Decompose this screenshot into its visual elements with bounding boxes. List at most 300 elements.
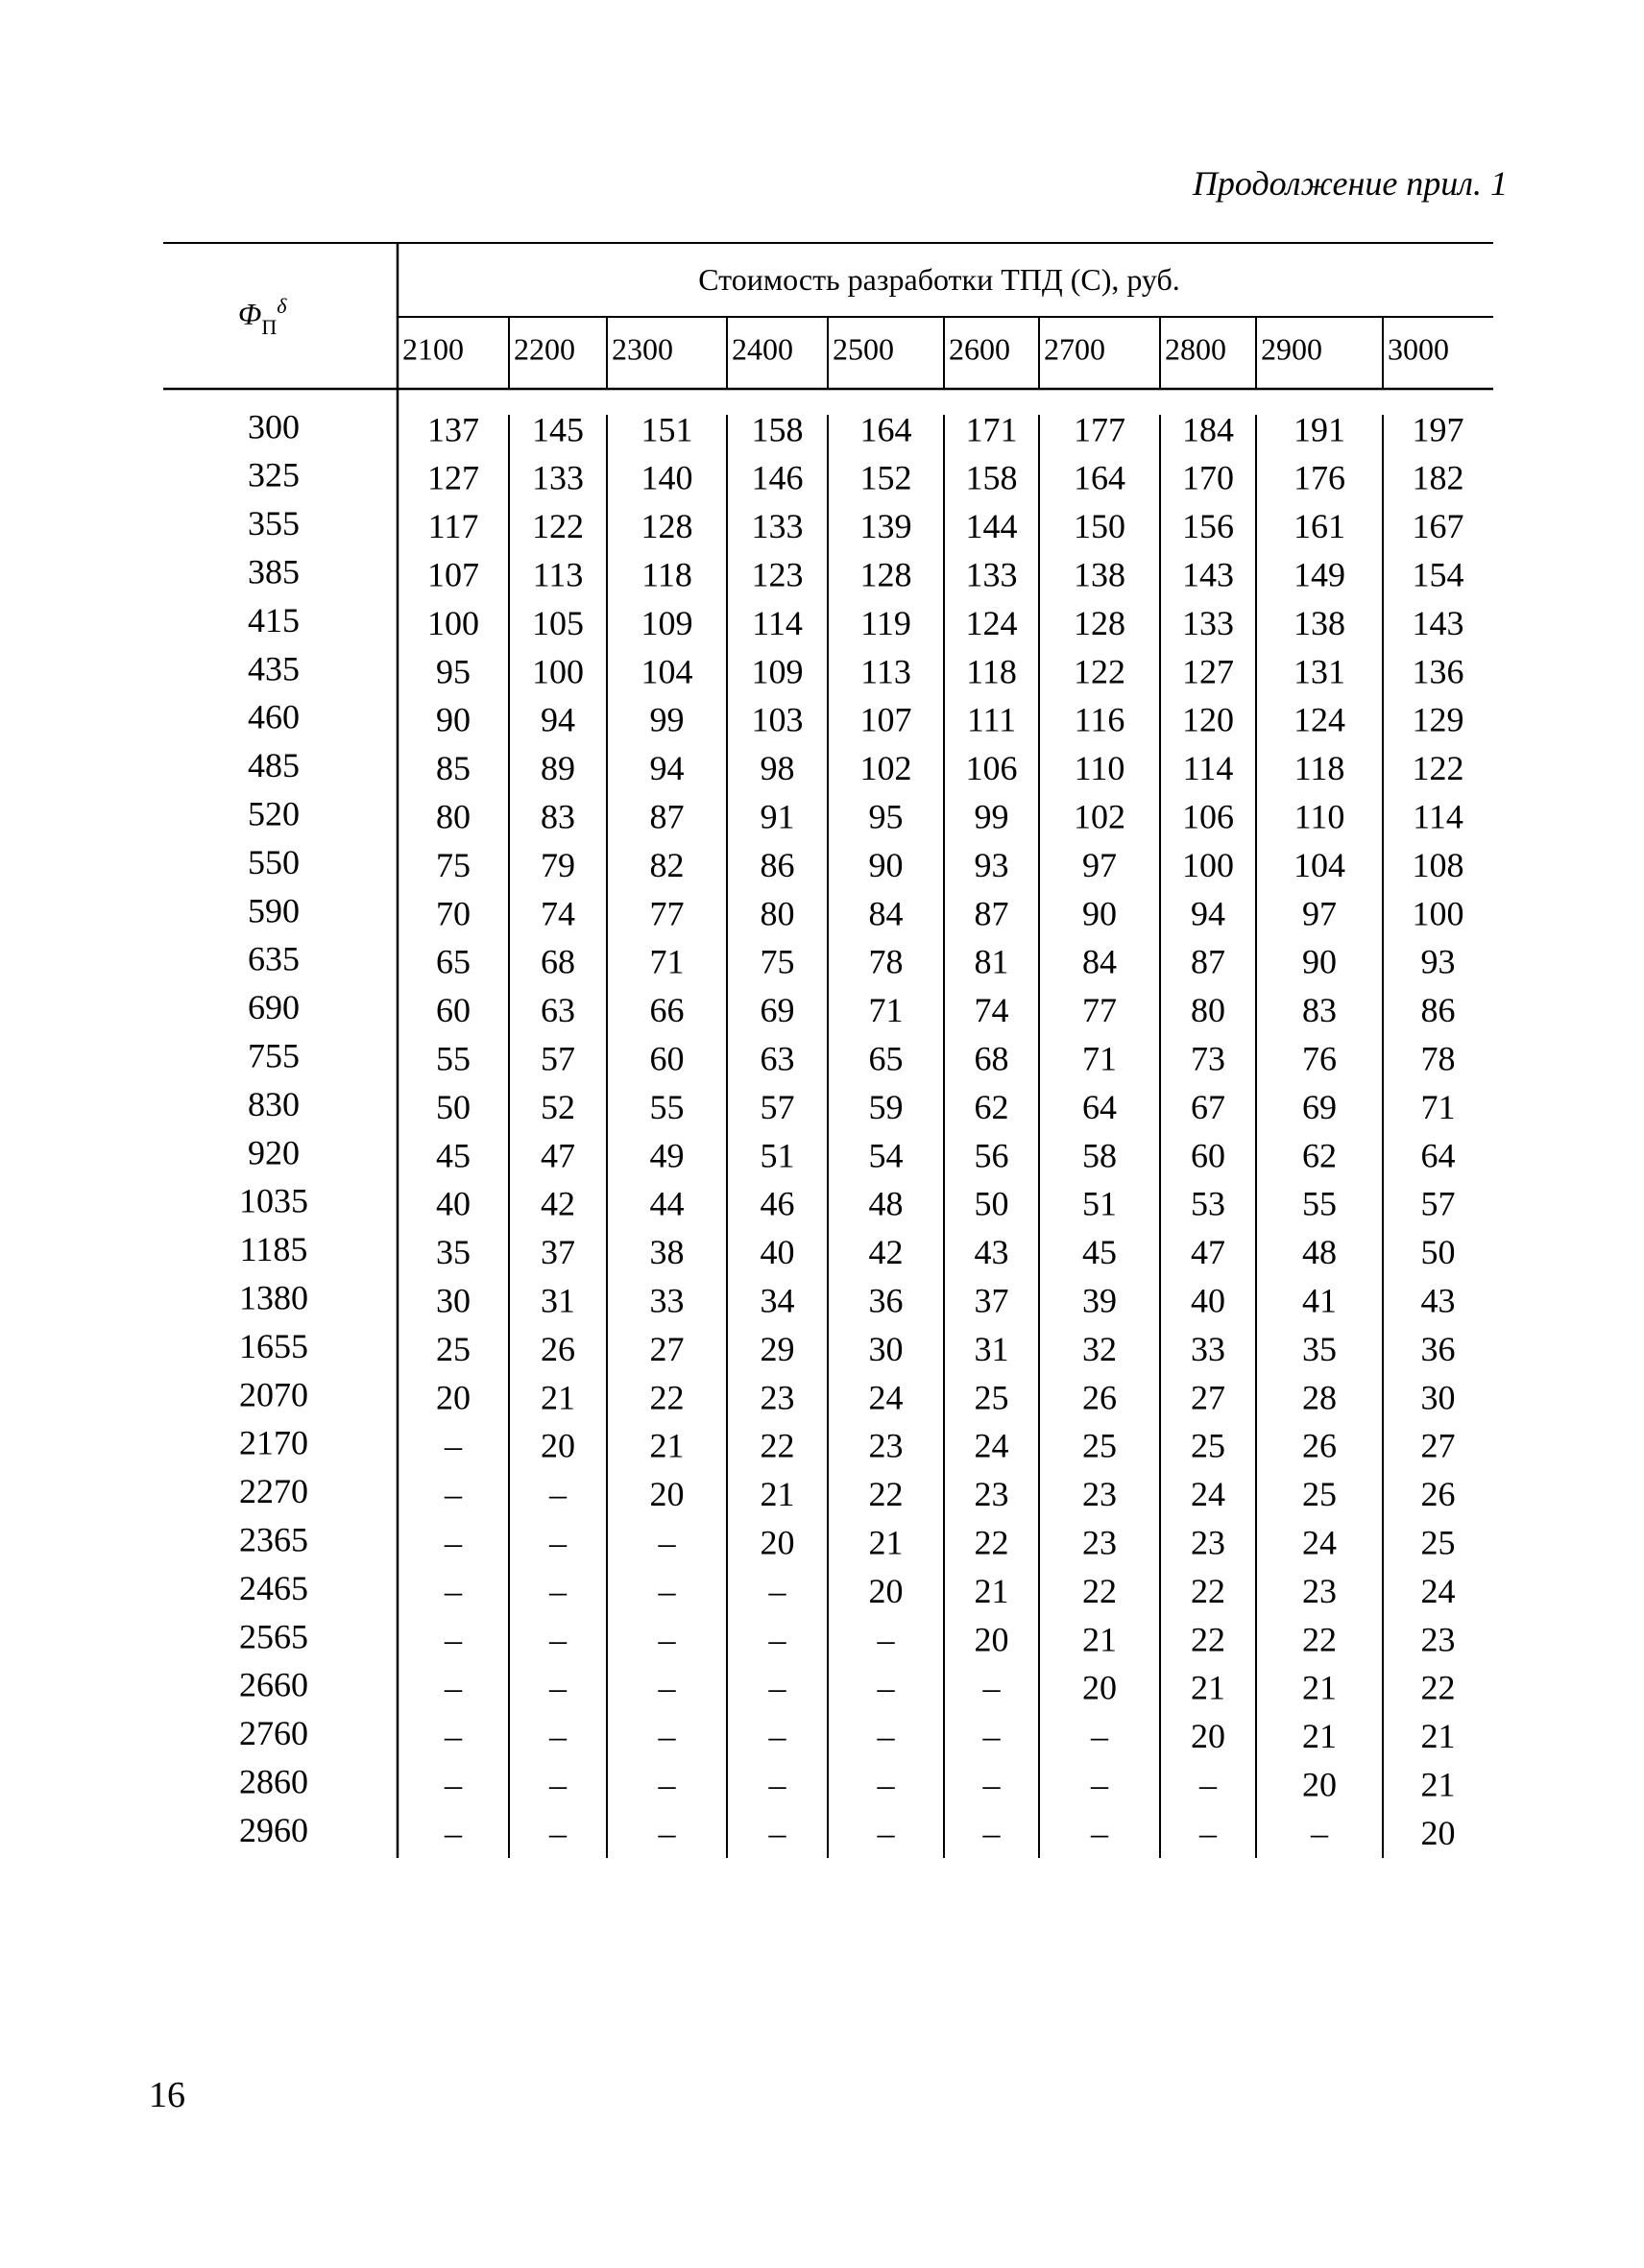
table-cell: 114 — [752, 603, 803, 642]
table-cell: 100 — [1412, 894, 1464, 933]
phi-value: 2760 — [239, 1714, 308, 1753]
table-cell: 60 — [649, 1039, 685, 1078]
column-header-cost: 2300 — [612, 331, 673, 367]
phi-value: 385 — [248, 552, 300, 591]
table-cell: 22 — [1191, 1571, 1225, 1610]
phi-value: 1185 — [239, 1230, 308, 1269]
column-header-cost: 2700 — [1044, 331, 1105, 367]
table-cell: – — [982, 1813, 1001, 1852]
table-cell: – — [877, 1765, 895, 1804]
table-cell: – — [549, 1620, 567, 1659]
table-cell: 20 — [1420, 1813, 1456, 1852]
table-cell: – — [1091, 1717, 1108, 1756]
table-cell: 128 — [641, 507, 693, 546]
table-cell: 65 — [868, 1039, 904, 1078]
table-cell: 32 — [1082, 1329, 1117, 1368]
table-cell: 24 — [974, 1426, 1009, 1465]
table-cell: 70 — [436, 894, 471, 933]
table-cell: – — [658, 1813, 676, 1852]
table-cell: 33 — [649, 1281, 685, 1320]
table-cell: 107 — [859, 700, 912, 739]
table-cell: 37 — [541, 1233, 575, 1272]
table-cell: 58 — [1082, 1136, 1117, 1175]
table-cell: – — [445, 1717, 462, 1756]
table-cell: – — [768, 1765, 786, 1804]
table-cell: 103 — [751, 700, 804, 739]
table-cell: 46 — [760, 1184, 795, 1223]
table-cell: 191 — [1293, 410, 1345, 449]
table-cell: 95 — [436, 652, 471, 691]
table-cell: 55 — [649, 1087, 685, 1126]
table-cell: 158 — [751, 410, 804, 449]
table-cell: 110 — [1074, 749, 1125, 788]
table-cell: 71 — [649, 942, 685, 981]
column-header-cost: 2900 — [1261, 331, 1322, 367]
table-cell: 139 — [859, 507, 912, 546]
table-cell: 55 — [436, 1039, 471, 1078]
table-cell: 184 — [1182, 410, 1234, 449]
table-cell: 42 — [868, 1233, 904, 1272]
table-cell: 28 — [1302, 1378, 1337, 1417]
table-cell: 109 — [641, 603, 693, 642]
table-cell: – — [982, 1717, 1001, 1756]
column-headers — [402, 331, 1449, 366]
table-cell: 60 — [436, 991, 471, 1030]
table-cell: 122 — [1074, 652, 1125, 691]
table-cell: 20 — [1191, 1717, 1225, 1756]
table-cell: 78 — [868, 942, 904, 981]
table-cell: 80 — [760, 894, 795, 933]
table-cell: 22 — [649, 1378, 685, 1417]
table-cell: 64 — [1082, 1087, 1117, 1126]
table-cell: 97 — [1302, 894, 1337, 933]
table-cell: 38 — [649, 1233, 685, 1272]
table-cell: 50 — [974, 1184, 1009, 1223]
table-cell: – — [1091, 1813, 1108, 1852]
table-cell: 122 — [1412, 749, 1464, 788]
table-cell: 106 — [965, 749, 1018, 788]
table-cell: 100 — [1182, 845, 1234, 884]
table-cell: 154 — [1412, 555, 1464, 594]
table-cell: 109 — [751, 652, 804, 691]
table-cell: – — [549, 1475, 567, 1514]
table-cell: 59 — [868, 1087, 904, 1126]
table-cell: – — [982, 1668, 1001, 1707]
phi-value: 485 — [248, 746, 300, 785]
table-cell: – — [658, 1523, 676, 1562]
table-cell: 21 — [974, 1571, 1009, 1610]
table-cell: 21 — [1302, 1717, 1337, 1756]
column-header-cost: 2600 — [949, 331, 1010, 367]
table-cell: 23 — [1302, 1571, 1337, 1610]
table-cell: 133 — [532, 458, 584, 497]
table-cell: 51 — [1082, 1184, 1117, 1223]
table-cell: 47 — [1191, 1233, 1225, 1272]
table-cell: 107 — [427, 555, 479, 594]
table-cell: 63 — [760, 1039, 795, 1078]
table-cell: 87 — [974, 894, 1009, 933]
table-cell: 104 — [641, 652, 693, 691]
phi-value: 690 — [248, 988, 300, 1027]
table-cell: 170 — [1182, 458, 1234, 497]
table-cell: 50 — [1420, 1233, 1456, 1272]
table-cell: 128 — [859, 555, 912, 594]
phi-value: 2270 — [239, 1472, 308, 1511]
table-cell: 102 — [859, 749, 912, 788]
table-cell: 29 — [760, 1329, 795, 1368]
table-cell: 22 — [1082, 1571, 1117, 1610]
phi-value: 2960 — [239, 1810, 308, 1849]
table-cell: 25 — [1082, 1426, 1117, 1465]
table-cell: 113 — [532, 555, 584, 594]
table-cell: 158 — [965, 458, 1018, 497]
table-cell: 177 — [1074, 410, 1125, 449]
table-cell: 22 — [1302, 1620, 1337, 1659]
table-cell: 133 — [965, 555, 1018, 594]
table-cell: 78 — [1420, 1039, 1456, 1078]
table-cell: 31 — [541, 1281, 575, 1320]
table-cell: 140 — [641, 458, 693, 497]
table-cell: 54 — [868, 1136, 904, 1175]
phi-value: 1380 — [239, 1278, 308, 1317]
table-cell: 35 — [436, 1233, 471, 1272]
table-cell: 69 — [1302, 1087, 1337, 1126]
table-cell: – — [1199, 1765, 1217, 1804]
table-cell: 108 — [1412, 845, 1464, 884]
table-cell: 143 — [1412, 603, 1464, 642]
stub-subscript: П — [261, 315, 278, 339]
table-cell: 20 — [541, 1426, 575, 1465]
table-cell: 138 — [1074, 555, 1125, 594]
table-cell: 20 — [436, 1378, 471, 1417]
table-cell: 45 — [1082, 1233, 1117, 1272]
column-header-cost: 2500 — [833, 331, 894, 367]
table-cell: 44 — [649, 1184, 685, 1223]
table-cell: 99 — [974, 797, 1009, 836]
column-header-cost: 2800 — [1165, 331, 1226, 367]
table-cell: 47 — [541, 1136, 575, 1175]
phi-column — [239, 407, 308, 1849]
phi-value: 2170 — [239, 1423, 308, 1462]
table-cell: 118 — [641, 555, 692, 594]
table-cell: 22 — [1191, 1620, 1225, 1659]
table-cell: 73 — [1191, 1039, 1225, 1078]
table-cell: 136 — [1412, 652, 1464, 691]
table-cell: 25 — [974, 1378, 1009, 1417]
table-cell: 51 — [760, 1136, 795, 1175]
table-cell: 24 — [1191, 1475, 1225, 1514]
table-cell: 40 — [436, 1184, 471, 1223]
table-cell: – — [549, 1765, 567, 1804]
table-cell: 24 — [868, 1378, 904, 1417]
table-cell: 133 — [1182, 603, 1234, 642]
continuation-header: Продолжение прил. 1 — [1192, 164, 1508, 203]
table-cell: 176 — [1293, 458, 1345, 497]
table-cell: 27 — [649, 1329, 685, 1368]
table-cell: 150 — [1074, 507, 1125, 546]
table-cell: 23 — [1082, 1475, 1117, 1514]
table-cell: – — [658, 1717, 676, 1756]
table-cell: 20 — [760, 1523, 795, 1562]
table-cell: 138 — [1293, 603, 1345, 642]
table-cell: – — [445, 1571, 462, 1610]
table-cell: 146 — [751, 458, 804, 497]
table-cell: – — [658, 1620, 676, 1659]
table-cell: 25 — [1302, 1475, 1337, 1514]
table-cell: 74 — [541, 894, 575, 933]
table-cell: 26 — [1082, 1378, 1117, 1417]
table-cell: 21 — [868, 1523, 904, 1562]
table-cell: 20 — [1302, 1765, 1337, 1804]
table-cell: 26 — [541, 1329, 575, 1368]
table-cell: 34 — [760, 1281, 795, 1320]
table-cell: 131 — [1293, 652, 1345, 691]
table-cell: 128 — [1074, 603, 1125, 642]
table-cell: 23 — [760, 1378, 795, 1417]
table-cell: 91 — [760, 797, 795, 836]
page-number: 16 — [149, 2075, 185, 2115]
table-cell: 68 — [974, 1039, 1009, 1078]
table-cell: 43 — [974, 1233, 1009, 1272]
table-cell: 123 — [751, 555, 804, 594]
phi-value: 1655 — [239, 1326, 308, 1365]
table-cell: 21 — [541, 1378, 575, 1417]
table-cell: 22 — [974, 1523, 1009, 1562]
table-cell: 119 — [860, 603, 911, 642]
table-cell: – — [1091, 1765, 1108, 1804]
table-cell: 114 — [1413, 797, 1463, 836]
table-cell: 20 — [868, 1571, 904, 1610]
table-cell: – — [768, 1668, 786, 1707]
phi-value: 300 — [248, 407, 300, 446]
table-cell: – — [768, 1571, 786, 1610]
phi-value: 1035 — [239, 1181, 308, 1220]
table-cell: 36 — [1420, 1329, 1456, 1368]
table-cell: 21 — [1082, 1620, 1117, 1659]
table-cell: 53 — [1191, 1184, 1225, 1223]
table-cell: 20 — [649, 1475, 685, 1514]
phi-value: 830 — [248, 1084, 300, 1123]
column-header-cost: 3000 — [1388, 331, 1449, 367]
table-cell: 81 — [974, 942, 1009, 981]
table-cell: 27 — [1191, 1378, 1225, 1417]
table-cell: 20 — [974, 1620, 1009, 1659]
table-cell: 87 — [649, 797, 685, 836]
table-cell: 60 — [1191, 1136, 1225, 1175]
table-cell: – — [549, 1571, 567, 1610]
table-cell: 84 — [1082, 942, 1117, 981]
table-cell: – — [658, 1571, 676, 1610]
phi-value: 520 — [248, 794, 300, 833]
table-cell: 62 — [1302, 1136, 1337, 1175]
table-cell: 25 — [436, 1329, 471, 1368]
table-cell: 100 — [532, 652, 584, 691]
table-cell: 113 — [860, 652, 911, 691]
phi-value: 550 — [248, 842, 300, 881]
table-cell: 31 — [974, 1329, 1009, 1368]
table-cell: 21 — [760, 1475, 795, 1514]
phi-value: 415 — [248, 600, 300, 639]
table-cell: 118 — [966, 652, 1017, 691]
table-cell: 102 — [1074, 797, 1125, 836]
table-cell: 36 — [868, 1281, 904, 1320]
table-cell: 149 — [1293, 555, 1345, 594]
table-cell: 77 — [1082, 991, 1117, 1030]
table-cell: 90 — [868, 845, 904, 884]
table-cell: 24 — [1420, 1571, 1456, 1610]
table-cell: 43 — [1420, 1281, 1456, 1320]
table-cell: 93 — [974, 845, 1009, 884]
table-cell: 80 — [436, 797, 471, 836]
table-cell: 98 — [760, 749, 795, 788]
phi-value: 435 — [248, 649, 300, 688]
phi-value: 590 — [248, 891, 300, 930]
table-cell: 21 — [1191, 1668, 1225, 1707]
table-cell: 127 — [1182, 652, 1234, 691]
stub-symbol: Φ — [238, 297, 262, 331]
table-cell: 23 — [974, 1475, 1009, 1514]
table-cell: 106 — [1182, 797, 1234, 836]
table-cell: – — [549, 1668, 567, 1707]
table-cell: 23 — [868, 1426, 904, 1465]
column-header-cost: 2200 — [514, 331, 575, 367]
table-cell: 56 — [974, 1136, 1009, 1175]
table-cell: – — [877, 1717, 895, 1756]
table-cell: 161 — [1293, 507, 1345, 546]
table-cell: 74 — [974, 991, 1009, 1030]
table-cell: 35 — [1302, 1329, 1337, 1368]
table-cell: – — [445, 1475, 462, 1514]
table-cell: 145 — [532, 410, 584, 449]
stub-header — [238, 294, 287, 339]
table-cell: – — [768, 1620, 786, 1659]
table-cell: 23 — [1420, 1620, 1456, 1659]
table-cell: 57 — [760, 1087, 795, 1126]
column-header-cost: 2100 — [402, 331, 464, 367]
table-cell: 182 — [1412, 458, 1464, 497]
table-cell: 57 — [541, 1039, 575, 1078]
table-cell: – — [549, 1813, 567, 1852]
table-cell: – — [768, 1717, 786, 1756]
table-cell: 75 — [436, 845, 471, 884]
table-cell: 42 — [541, 1184, 575, 1223]
table-cell: – — [1311, 1813, 1328, 1852]
table-cell: 86 — [760, 845, 795, 884]
table-cell: 114 — [1182, 749, 1234, 788]
table-cell: 22 — [868, 1475, 904, 1514]
table-cell: 94 — [1191, 894, 1225, 933]
table-cell: 26 — [1302, 1426, 1337, 1465]
phi-value: 2070 — [239, 1375, 308, 1414]
table-cell: 64 — [1420, 1136, 1456, 1175]
table-cell: 22 — [760, 1426, 795, 1465]
table-cell: 21 — [1302, 1668, 1337, 1707]
table-cell: 40 — [760, 1233, 795, 1272]
table-cell: 40 — [1191, 1281, 1225, 1320]
table-cell: 52 — [541, 1087, 575, 1126]
table-cell: 129 — [1412, 700, 1464, 739]
table-cell: 90 — [436, 700, 471, 739]
table-cell: – — [658, 1668, 676, 1707]
table-cell: 137 — [427, 410, 479, 449]
table-cell: 97 — [1082, 845, 1117, 884]
table-cell: 151 — [641, 410, 693, 449]
table-cell: 105 — [532, 603, 584, 642]
table-cell: 93 — [1420, 942, 1456, 981]
table-cell: – — [549, 1523, 567, 1562]
table-cell: 84 — [868, 894, 904, 933]
table-cell: 66 — [649, 991, 685, 1030]
table-cell: 65 — [436, 942, 471, 981]
table-cell: 124 — [965, 603, 1018, 642]
table-cell: 62 — [974, 1087, 1009, 1126]
table-cell: 87 — [1191, 942, 1225, 981]
table-cell: 49 — [649, 1136, 685, 1175]
table-cell: 99 — [649, 700, 685, 739]
table-cell: – — [768, 1813, 786, 1852]
phi-value: 2365 — [239, 1520, 308, 1559]
table-cell: – — [445, 1668, 462, 1707]
table-cell: – — [658, 1765, 676, 1804]
table-cell: 37 — [974, 1281, 1009, 1320]
table-cell: 89 — [541, 749, 575, 788]
table-cell: 152 — [859, 458, 912, 497]
table-cell: 41 — [1302, 1281, 1337, 1320]
table-cell: 69 — [760, 991, 795, 1030]
table-cell: 26 — [1420, 1475, 1456, 1514]
table-cell: 76 — [1302, 1039, 1337, 1078]
table-cell: 22 — [1420, 1668, 1456, 1707]
table-cell: 21 — [1420, 1717, 1456, 1756]
table-cell: 124 — [1293, 700, 1345, 739]
table-cell: 80 — [1191, 991, 1225, 1030]
table-cell: 24 — [1302, 1523, 1337, 1562]
table-cell: 71 — [1420, 1087, 1456, 1126]
table-cell: – — [445, 1765, 462, 1804]
phi-value: 920 — [248, 1133, 300, 1172]
phi-value: 2465 — [239, 1568, 308, 1607]
table-cell: 117 — [427, 507, 479, 546]
table-cell: – — [982, 1765, 1001, 1804]
table-cell: 94 — [541, 700, 575, 739]
table-cell: 120 — [1182, 700, 1234, 739]
table-cell: 167 — [1412, 507, 1464, 546]
table-cell: 33 — [1191, 1329, 1225, 1368]
table-cell: 104 — [1293, 845, 1345, 884]
table-cell: 68 — [541, 942, 575, 981]
table-cell: 127 — [427, 458, 479, 497]
table-cell: 111 — [966, 700, 1017, 739]
table-cell: 79 — [541, 845, 575, 884]
phi-value: 355 — [248, 504, 300, 543]
phi-value: 2660 — [239, 1665, 308, 1704]
table-cell: 90 — [1082, 894, 1117, 933]
stub-delta: δ — [277, 294, 287, 318]
phi-value: 460 — [248, 697, 300, 736]
table-cell: 30 — [436, 1281, 471, 1320]
table-cell: 23 — [1082, 1523, 1117, 1562]
table-cell: – — [445, 1523, 462, 1562]
table-cell: 83 — [541, 797, 575, 836]
table-cell: 39 — [1082, 1281, 1117, 1320]
table-cell: 116 — [1074, 700, 1125, 739]
table-cell: 164 — [1074, 458, 1125, 497]
table-cell: 110 — [1293, 797, 1345, 836]
table-cell: 23 — [1191, 1523, 1225, 1562]
table-cell: 77 — [649, 894, 685, 933]
table-cell: 30 — [868, 1329, 904, 1368]
phi-value: 2860 — [239, 1762, 308, 1801]
